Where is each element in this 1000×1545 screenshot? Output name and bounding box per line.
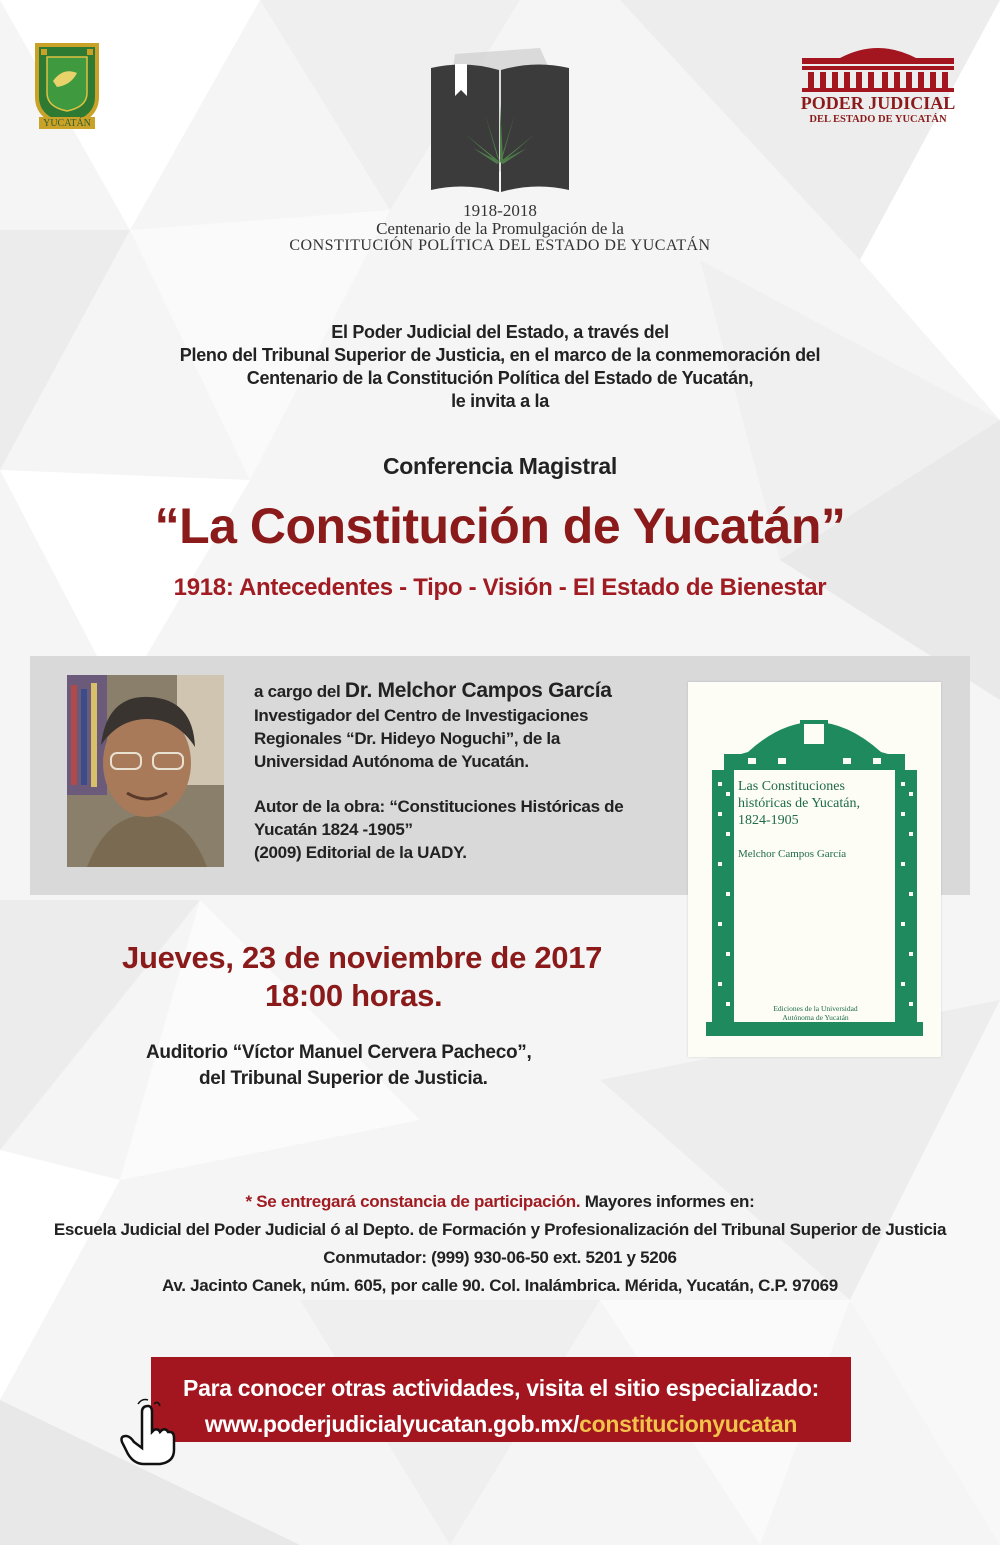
speaker-work-line-1: Autor de la obra: “Constituciones Históricas de (254, 797, 624, 816)
book-publisher-line-2: Autónoma de Yucatán (782, 1013, 849, 1022)
intro-line-3: Centenario de la Constitución Política del Estado de Yucatán, (246, 368, 754, 388)
footer-line-2: Escuela Judicial del Poder Judicial ó al Depto. de Formación y Profesionalización del Tribunal Superior de Justicia (53, 1220, 947, 1239)
intro-line-2: Pleno del Tribunal Superior de Justicia, en el marco de la conmemoración del (179, 345, 821, 365)
book-author: Melchor Campos García (738, 848, 847, 860)
footer-phone: Conmutador: (999) 930-06-50 ext. 5201 y 5206 (323, 1248, 677, 1267)
centenary-line-2: CONSTITUCIÓN POLÍTICA DEL ESTADO DE YUCATÁN (289, 237, 711, 254)
judicial-logo-title: PODER JUDICIAL (800, 93, 956, 113)
event-time: 18:00 horas. (265, 978, 443, 1013)
centenary-years: 1918-2018 (463, 201, 537, 220)
judicial-logo-subtitle: DEL ESTADO DE YUCATÁN (809, 114, 947, 125)
book-cover (688, 682, 941, 1057)
footer-address: Av. Jacinto Canek, núm. 605, por calle 90. Col. Inalámbrica. Mérida, Yucatán, C.P. 97069 (162, 1276, 838, 1295)
event-venue-line-1: Auditorio “Víctor Manuel Cervera Pacheco”, (146, 1042, 532, 1063)
cta-url-link[interactable] (151, 1411, 851, 1438)
footer-note (0, 1192, 1000, 1212)
intro-line-1: El Poder Judicial del Estado, a través del (331, 322, 669, 342)
book-title-line-3: 1824-1905 (738, 813, 799, 828)
more-info-label: Mayores informes en: (580, 1192, 755, 1211)
judicial-building-icon (800, 40, 956, 92)
cta-url-main: www.poderjudicialyucatan.gob.mx/ (204, 1411, 580, 1437)
speaker-bio-line-3: Universidad Autónoma de Yucatán. (254, 752, 529, 771)
pointing-hand-icon (118, 1398, 178, 1468)
event-date: Jueves, 23 de noviembre de 2017 (122, 940, 603, 975)
intro-line-4: le invita a la (451, 391, 549, 411)
speaker-prefix: a cargo del (254, 682, 345, 701)
conference-label: Conferencia Magistral (383, 453, 617, 479)
speaker-work-line-2: Yucatán 1824 -1905” (254, 820, 413, 839)
book-frame-ornament-icon (688, 682, 941, 1057)
speaker-photo (67, 675, 224, 867)
speaker-intro (254, 679, 612, 703)
speaker-work-line-3: (2009) Editorial de la UADY. (254, 843, 467, 862)
participation-note: * Se entregará constancia de participación. (245, 1192, 581, 1211)
speaker-name: Dr. Melchor Campos García (344, 679, 612, 702)
book-agave-emblem-icon (425, 44, 575, 196)
conference-subtitle: 1918: Antecedentes - Tipo - Visión - El Estado de Bienestar (173, 574, 827, 601)
shield-label: YUCATÁN (43, 118, 91, 129)
book-title-line-2: históricas de Yucatán, (738, 796, 860, 811)
centenary-line-1: Centenario de la Promulgación de la (376, 219, 624, 238)
speaker-bio-line-2: Regionales “Dr. Hideyo Noguchi”, de la (254, 729, 560, 748)
conference-title: “La Constitución de Yucatán” (154, 498, 846, 554)
cta-text: Para conocer otras actividades, visita el sitio especializado: (183, 1375, 819, 1401)
book-title-line-1: Las Constituciones (738, 779, 845, 794)
speaker-bio-line-1: Investigador del Centro de Investigaciones (254, 706, 589, 725)
book-publisher-line-1: Ediciones de la Universidad (773, 1004, 858, 1013)
cta-url-highlight: constitucionyucatan (579, 1411, 798, 1437)
event-venue-line-2: del Tribunal Superior de Justicia. (199, 1068, 488, 1089)
